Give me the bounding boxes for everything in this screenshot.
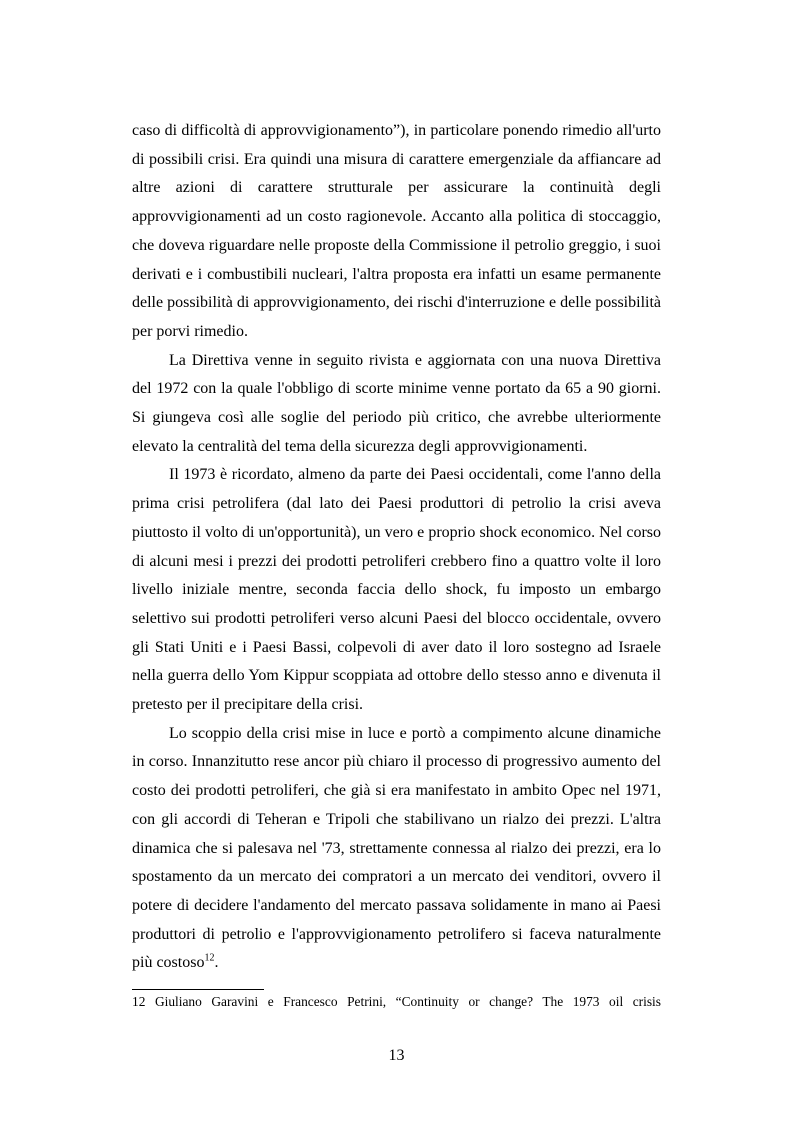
body-text: [132, 117, 661, 978]
paragraph-end-punctuation: .: [214, 954, 219, 972]
footnote-reference[interactable]: 12: [204, 953, 215, 965]
page-number: 13: [388, 1047, 405, 1064]
paragraph: Il 1973 è ricordato, almeno da parte dei Paesi occidentali, come l'anno della prima crisi petrolifera (dal lato dei Paesi produttori di petrolio la crisi aveva piuttosto il volto di un'opportunità), un vero e proprio shock economico. Nel corso di alcuni mesi i prezzi dei prodotti petroliferi crebbero fino a quattro volte il loro livello iniziale mentre, seconda faccia dello shock, fu imposto un embargo selettivo sui prodotti petroliferi verso alcuni Paesi del blocco occidentale, ovvero gli Stati Uniti e i Paesi Bassi, colpevoli di aver dato il loro sostegno ad Israele nella guerra dello Yom Kippur scoppiata ad ottobre dello stesso anno e divenuta il pretesto per il precipitare della crisi.: [132, 466, 661, 714]
footnote-separator: [132, 989, 264, 990]
paragraph: [132, 720, 661, 978]
paragraph-text: Lo scoppio della crisi mise in luce e portò a compimento alcune dinamiche in corso. Innanzitutto rese ancor più chiaro il processo di progressivo aumento del costo dei prodotti petroliferi, che già si era manifestato in ambito Opec nel 1971, con gli accordi di Teheran e Tripoli che stabilivano un rialzo dei prezzi. L'altra dinamica che si palesava nel '73, strettamente connessa al rialzo dei prezzi, era lo spostamento da un mercato dei compratori a un mercato dei venditori, ovvero il potere di decidere l'andamento del mercato passava solidamente in mano ai Paesi produttori di petrolio e l'approvvigionamento petrolifero si faceva naturalmente più costoso: [132, 724, 661, 972]
footnote-12: 12 Giuliano Garavini e Francesco Petrini, “Continuity or change? The 1973 oil crisis: [132, 994, 661, 1009]
paragraph: caso di difficoltà di approvvigionamento”), in particolare ponendo rimedio all'urto di possibili crisi. Era quindi una misura di carattere emergenziale da affiancare ad altre azioni di carattere strutturale per assicurare la continuità degli approvvigionamenti ad un costo ragionevole. Accanto alla politica di stoccaggio, che doveva riguardare nelle proposte della Commissione il petrolio greggio, i suoi derivati e i combustibili nucleari, l'altra proposta era infatti un esame permanente delle possibilità di approvvigionamento, dei rischi d'interruzione e delle possibilità per porvi rimedio.: [132, 122, 661, 340]
paragraph: La Direttiva venne in seguito rivista e aggiornata con una nuova Direttiva del 1972 con la quale l'obbligo di scorte minime venne portato da 65 a 90 giorni. Si giungeva così alle soglie del periodo più critico, che avrebbe ulteriormente elevato la centralità del tema della sicurezza degli approvvigionamenti.: [132, 351, 661, 455]
